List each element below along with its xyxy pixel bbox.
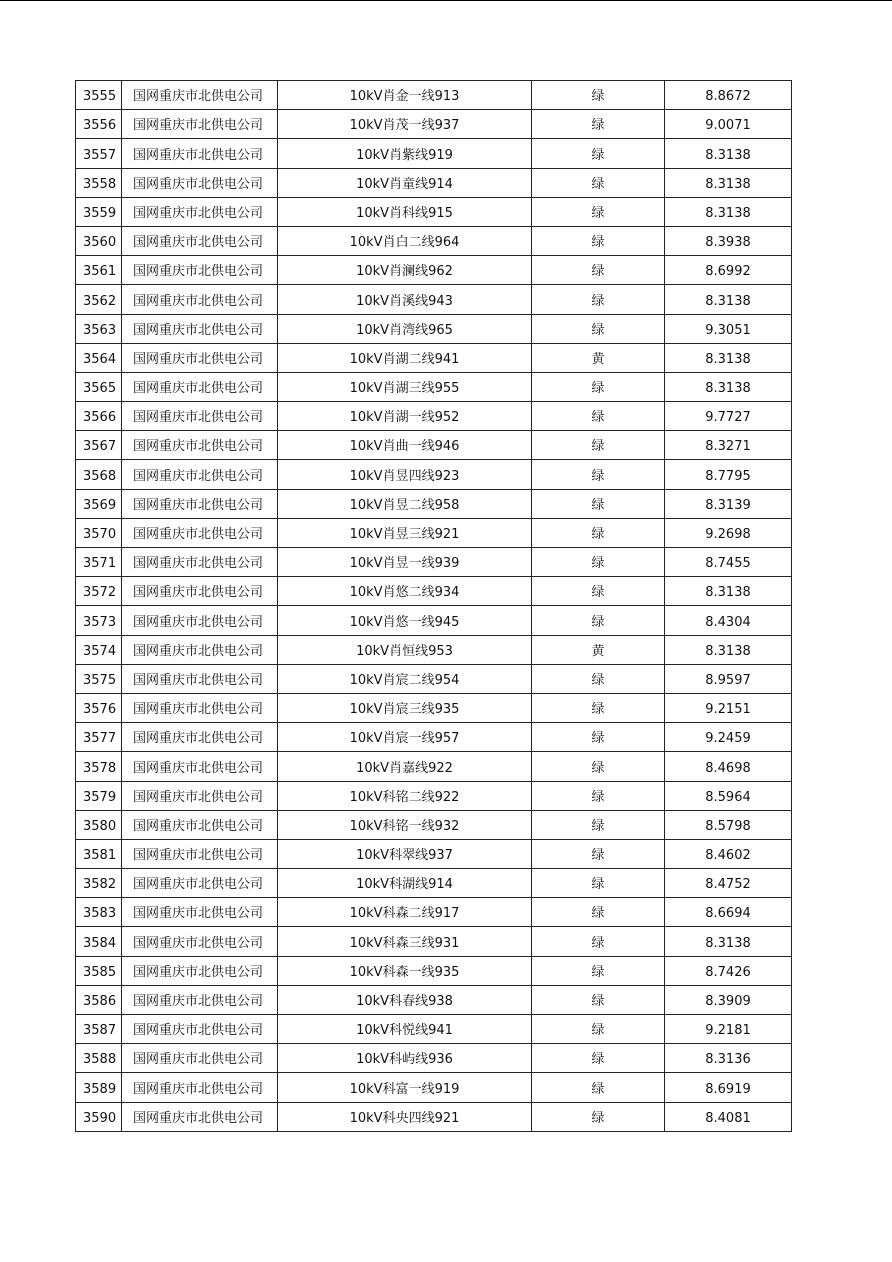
cell-line-name: 10kV肖湾线965 [278, 314, 532, 343]
cell-org: 国网重庆市北供电公司 [122, 460, 278, 489]
table-row [76, 898, 792, 927]
cell-id: 3583 [76, 898, 122, 927]
cell-status: 绿 [532, 548, 665, 577]
cell-line-name: 10kV科湖线914 [278, 869, 532, 898]
table-row [76, 110, 792, 139]
cell-line-name: 10kV肖科线915 [278, 197, 532, 226]
cell-id: 3556 [76, 110, 122, 139]
cell-id: 3557 [76, 139, 122, 168]
cell-status: 绿 [532, 372, 665, 401]
cell-value: 9.0071 [665, 110, 792, 139]
cell-line-name: 10kV肖曲一线946 [278, 431, 532, 460]
cell-line-name: 10kV肖宸三线935 [278, 693, 532, 722]
table-row [76, 635, 792, 664]
cell-value: 8.3909 [665, 985, 792, 1014]
table-row [76, 810, 792, 839]
cell-org: 国网重庆市北供电公司 [122, 693, 278, 722]
cell-value: 9.2459 [665, 723, 792, 752]
cell-line-name: 10kV科央四线921 [278, 1102, 532, 1131]
cell-org: 国网重庆市北供电公司 [122, 110, 278, 139]
cell-org: 国网重庆市北供电公司 [122, 343, 278, 372]
cell-id: 3589 [76, 1073, 122, 1102]
cell-status: 绿 [532, 810, 665, 839]
cell-line-name: 10kV肖紫线919 [278, 139, 532, 168]
cell-line-name: 10kV肖茂一线937 [278, 110, 532, 139]
cell-value: 9.3051 [665, 314, 792, 343]
cell-value: 8.3138 [665, 197, 792, 226]
cell-value: 8.3138 [665, 168, 792, 197]
cell-status: 绿 [532, 1102, 665, 1131]
cell-line-name: 10kV科铭二线922 [278, 781, 532, 810]
cell-org: 国网重庆市北供电公司 [122, 139, 278, 168]
cell-value: 9.2181 [665, 1015, 792, 1044]
cell-id: 3573 [76, 606, 122, 635]
cell-id: 3555 [76, 81, 122, 110]
cell-org: 国网重庆市北供电公司 [122, 606, 278, 635]
cell-status: 绿 [532, 431, 665, 460]
cell-status: 绿 [532, 402, 665, 431]
cell-org: 国网重庆市北供电公司 [122, 548, 278, 577]
cell-org: 国网重庆市北供电公司 [122, 256, 278, 285]
cell-org: 国网重庆市北供电公司 [122, 956, 278, 985]
cell-org: 国网重庆市北供电公司 [122, 1015, 278, 1044]
cell-status: 绿 [532, 1073, 665, 1102]
cell-org: 国网重庆市北供电公司 [122, 314, 278, 343]
cell-line-name: 10kV科翠线937 [278, 839, 532, 868]
cell-value: 8.5798 [665, 810, 792, 839]
cell-org: 国网重庆市北供电公司 [122, 489, 278, 518]
cell-org: 国网重庆市北供电公司 [122, 1102, 278, 1131]
cell-value: 9.7727 [665, 402, 792, 431]
cell-line-name: 10kV肖昱二线958 [278, 489, 532, 518]
cell-value: 8.4698 [665, 752, 792, 781]
cell-org: 国网重庆市北供电公司 [122, 402, 278, 431]
cell-status: 绿 [532, 956, 665, 985]
cell-org: 国网重庆市北供电公司 [122, 168, 278, 197]
cell-org: 国网重庆市北供电公司 [122, 985, 278, 1014]
cell-status: 绿 [532, 927, 665, 956]
cell-line-name: 10kV肖昱四线923 [278, 460, 532, 489]
cell-org: 国网重庆市北供电公司 [122, 752, 278, 781]
cell-value: 8.6694 [665, 898, 792, 927]
cell-value: 8.4304 [665, 606, 792, 635]
table-row [76, 168, 792, 197]
cell-line-name: 10kV肖宸二线954 [278, 664, 532, 693]
cell-status: 绿 [532, 314, 665, 343]
table-row [76, 1102, 792, 1131]
cell-org: 国网重庆市北供电公司 [122, 1044, 278, 1073]
cell-value: 8.3138 [665, 285, 792, 314]
cell-line-name: 10kV科森三线931 [278, 927, 532, 956]
cell-id: 3590 [76, 1102, 122, 1131]
cell-id: 3587 [76, 1015, 122, 1044]
cell-status: 绿 [532, 693, 665, 722]
cell-id: 3565 [76, 372, 122, 401]
table-row [76, 197, 792, 226]
table-row [76, 927, 792, 956]
cell-id: 3564 [76, 343, 122, 372]
cell-id: 3570 [76, 518, 122, 547]
cell-org: 国网重庆市北供电公司 [122, 927, 278, 956]
cell-org: 国网重庆市北供电公司 [122, 285, 278, 314]
table-row [76, 781, 792, 810]
table-row [76, 985, 792, 1014]
table-row [76, 869, 792, 898]
cell-value: 8.5964 [665, 781, 792, 810]
cell-status: 黄 [532, 343, 665, 372]
cell-value: 8.3136 [665, 1044, 792, 1073]
cell-line-name: 10kV肖湖一线952 [278, 402, 532, 431]
cell-status: 绿 [532, 664, 665, 693]
cell-id: 3560 [76, 226, 122, 255]
cell-id: 3577 [76, 723, 122, 752]
cell-line-name: 10kV肖澜线962 [278, 256, 532, 285]
table-row [76, 139, 792, 168]
table-row [76, 1044, 792, 1073]
cell-id: 3576 [76, 693, 122, 722]
cell-id: 3558 [76, 168, 122, 197]
cell-id: 3572 [76, 577, 122, 606]
table-row [76, 343, 792, 372]
cell-line-name: 10kV科铭一线932 [278, 810, 532, 839]
table-row [76, 752, 792, 781]
cell-status: 绿 [532, 1015, 665, 1044]
table-row [76, 431, 792, 460]
cell-org: 国网重庆市北供电公司 [122, 81, 278, 110]
table-row [76, 402, 792, 431]
cell-value: 8.3138 [665, 927, 792, 956]
cell-id: 3578 [76, 752, 122, 781]
cell-value: 8.6992 [665, 256, 792, 285]
cell-org: 国网重庆市北供电公司 [122, 723, 278, 752]
cell-value: 8.9597 [665, 664, 792, 693]
cell-org: 国网重庆市北供电公司 [122, 197, 278, 226]
table-row [76, 81, 792, 110]
table-row [76, 518, 792, 547]
cell-line-name: 10kV肖湖三线955 [278, 372, 532, 401]
cell-status: 绿 [532, 110, 665, 139]
cell-id: 3586 [76, 985, 122, 1014]
cell-line-name: 10kV科森一线935 [278, 956, 532, 985]
cell-org: 国网重庆市北供电公司 [122, 1073, 278, 1102]
cell-org: 国网重庆市北供电公司 [122, 518, 278, 547]
cell-org: 国网重庆市北供电公司 [122, 431, 278, 460]
cell-status: 绿 [532, 839, 665, 868]
cell-value: 9.2698 [665, 518, 792, 547]
data-table [75, 80, 792, 1132]
table-row [76, 664, 792, 693]
cell-value: 8.3138 [665, 635, 792, 664]
table-row [76, 1073, 792, 1102]
cell-line-name: 10kV肖白二线964 [278, 226, 532, 255]
cell-line-name: 10kV肖昱一线939 [278, 548, 532, 577]
cell-status: 绿 [532, 81, 665, 110]
cell-status: 黄 [532, 635, 665, 664]
cell-id: 3579 [76, 781, 122, 810]
cell-line-name: 10kV科悦线941 [278, 1015, 532, 1044]
cell-line-name: 10kV肖悠一线945 [278, 606, 532, 635]
cell-status: 绿 [532, 256, 665, 285]
table-row [76, 460, 792, 489]
cell-status: 绿 [532, 577, 665, 606]
cell-id: 3566 [76, 402, 122, 431]
cell-org: 国网重庆市北供电公司 [122, 635, 278, 664]
cell-line-name: 10kV肖昱三线921 [278, 518, 532, 547]
cell-line-name: 10kV肖金一线913 [278, 81, 532, 110]
cell-id: 3562 [76, 285, 122, 314]
cell-value: 8.7426 [665, 956, 792, 985]
cell-status: 绿 [532, 898, 665, 927]
cell-line-name: 10kV肖悠二线934 [278, 577, 532, 606]
cell-line-name: 10kV肖湖二线941 [278, 343, 532, 372]
cell-value: 8.7455 [665, 548, 792, 577]
cell-status: 绿 [532, 285, 665, 314]
table-row [76, 839, 792, 868]
cell-id: 3588 [76, 1044, 122, 1073]
cell-line-name: 10kV科春线938 [278, 985, 532, 1014]
cell-status: 绿 [532, 752, 665, 781]
cell-value: 8.8672 [665, 81, 792, 110]
cell-status: 绿 [532, 168, 665, 197]
cell-value: 8.3138 [665, 343, 792, 372]
cell-org: 国网重庆市北供电公司 [122, 781, 278, 810]
table-row [76, 693, 792, 722]
cell-status: 绿 [532, 460, 665, 489]
cell-org: 国网重庆市北供电公司 [122, 898, 278, 927]
cell-org: 国网重庆市北供电公司 [122, 810, 278, 839]
cell-value: 8.3138 [665, 139, 792, 168]
cell-status: 绿 [532, 139, 665, 168]
cell-status: 绿 [532, 226, 665, 255]
table-row [76, 226, 792, 255]
cell-status: 绿 [532, 518, 665, 547]
cell-id: 3561 [76, 256, 122, 285]
cell-id: 3575 [76, 664, 122, 693]
cell-value: 8.3138 [665, 577, 792, 606]
cell-value: 9.2151 [665, 693, 792, 722]
cell-id: 3584 [76, 927, 122, 956]
cell-org: 国网重庆市北供电公司 [122, 372, 278, 401]
cell-value: 8.3138 [665, 372, 792, 401]
cell-value: 8.4081 [665, 1102, 792, 1131]
cell-status: 绿 [532, 197, 665, 226]
cell-status: 绿 [532, 723, 665, 752]
table-row [76, 489, 792, 518]
table-row [76, 723, 792, 752]
cell-value: 8.7795 [665, 460, 792, 489]
table-row [76, 372, 792, 401]
cell-line-name: 10kV科富一线919 [278, 1073, 532, 1102]
cell-id: 3567 [76, 431, 122, 460]
table-row [76, 314, 792, 343]
cell-id: 3569 [76, 489, 122, 518]
cell-status: 绿 [532, 869, 665, 898]
cell-value: 8.3938 [665, 226, 792, 255]
cell-id: 3571 [76, 548, 122, 577]
table-row [76, 577, 792, 606]
page-top-rule [0, 0, 892, 1]
cell-id: 3574 [76, 635, 122, 664]
cell-id: 3559 [76, 197, 122, 226]
table-row [76, 606, 792, 635]
cell-value: 8.3271 [665, 431, 792, 460]
cell-id: 3563 [76, 314, 122, 343]
table-row [76, 256, 792, 285]
table-row [76, 548, 792, 577]
cell-id: 3568 [76, 460, 122, 489]
table-row [76, 1015, 792, 1044]
cell-line-name: 10kV肖恒线953 [278, 635, 532, 664]
cell-line-name: 10kV科屿线936 [278, 1044, 532, 1073]
cell-line-name: 10kV科森二线917 [278, 898, 532, 927]
cell-status: 绿 [532, 985, 665, 1014]
cell-value: 8.6919 [665, 1073, 792, 1102]
cell-org: 国网重庆市北供电公司 [122, 869, 278, 898]
cell-org: 国网重庆市北供电公司 [122, 664, 278, 693]
table-row [76, 285, 792, 314]
cell-org: 国网重庆市北供电公司 [122, 226, 278, 255]
cell-status: 绿 [532, 489, 665, 518]
cell-status: 绿 [532, 1044, 665, 1073]
cell-id: 3581 [76, 839, 122, 868]
cell-org: 国网重庆市北供电公司 [122, 577, 278, 606]
cell-id: 3580 [76, 810, 122, 839]
cell-line-name: 10kV肖宸一线957 [278, 723, 532, 752]
cell-id: 3582 [76, 869, 122, 898]
cell-org: 国网重庆市北供电公司 [122, 839, 278, 868]
cell-line-name: 10kV肖嘉线922 [278, 752, 532, 781]
table-row [76, 956, 792, 985]
cell-value: 8.4752 [665, 869, 792, 898]
cell-status: 绿 [532, 781, 665, 810]
table-body [76, 81, 792, 1132]
cell-status: 绿 [532, 606, 665, 635]
cell-id: 3585 [76, 956, 122, 985]
cell-value: 8.3139 [665, 489, 792, 518]
cell-line-name: 10kV肖溪线943 [278, 285, 532, 314]
cell-line-name: 10kV肖童线914 [278, 168, 532, 197]
cell-value: 8.4602 [665, 839, 792, 868]
